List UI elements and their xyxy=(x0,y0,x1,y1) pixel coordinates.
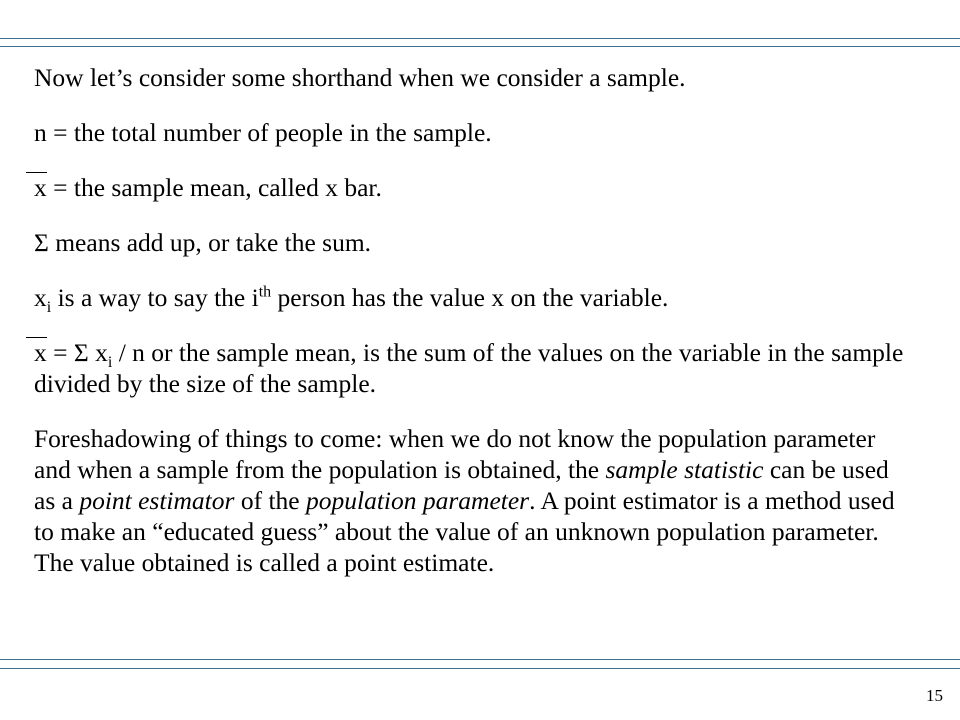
term-sample-statistic: sample statistic xyxy=(605,455,764,484)
paragraph-xi-definition xyxy=(34,282,914,317)
paragraph-mean-formula xyxy=(34,337,914,399)
foreshadow-text-1: Foreshadowing of things to come: when we do not know the population parameter and when a sample from the population is obtained, the xyxy=(34,424,876,484)
slide-body xyxy=(34,62,914,602)
page-number: 15 xyxy=(926,686,943,705)
xbar-symbol: x xyxy=(34,173,47,202)
paragraph-foreshadowing xyxy=(34,423,914,578)
top-rule-upper xyxy=(0,38,960,39)
paragraph-xbar-definition xyxy=(34,172,914,203)
top-rule-lower xyxy=(0,46,960,47)
formula-equals-sum: = Σ x xyxy=(46,338,108,367)
paragraph-sigma-definition xyxy=(34,227,914,258)
xi-text-part2: person has the value x on the variable. xyxy=(271,283,669,312)
paragraph-n-definition: n = the total number of people in the sample. xyxy=(34,118,492,147)
bottom-rule-upper xyxy=(0,659,960,660)
paragraph-shorthand-intro: Now let’s consider some shorthand when we consider a sample. xyxy=(34,63,686,92)
term-point-estimator: point estimator xyxy=(79,486,235,515)
bottom-rule-lower xyxy=(0,668,960,669)
subscript-i: i xyxy=(46,299,52,317)
foreshadow-text-2: can be used as a xyxy=(34,455,889,515)
xbar-definition-text: = the sample mean, called x bar. xyxy=(46,173,382,202)
x-symbol: x xyxy=(34,283,47,312)
superscript-th: th xyxy=(258,283,272,301)
term-population-parameter: population parameter xyxy=(305,486,530,515)
foreshadow-text-3: of the xyxy=(234,486,306,515)
sigma-definition-text: means add up, or take the sum. xyxy=(48,228,372,257)
sigma-symbol: Σ xyxy=(34,228,49,257)
xi-text-part1: is a way to say the i xyxy=(51,283,259,312)
foreshadow-text-4: . A point estimator is a method used to make an “educated guess” about the value of an unknown population parameter. The value obtained is called a point estimate. xyxy=(34,486,895,577)
formula-explanation: / n or the sample mean, is the sum of the values on the variable in the sample divided by the size of the sample. xyxy=(34,338,904,398)
xbar-symbol-formula: x xyxy=(34,338,47,367)
formula-subscript-i: i xyxy=(107,354,113,372)
